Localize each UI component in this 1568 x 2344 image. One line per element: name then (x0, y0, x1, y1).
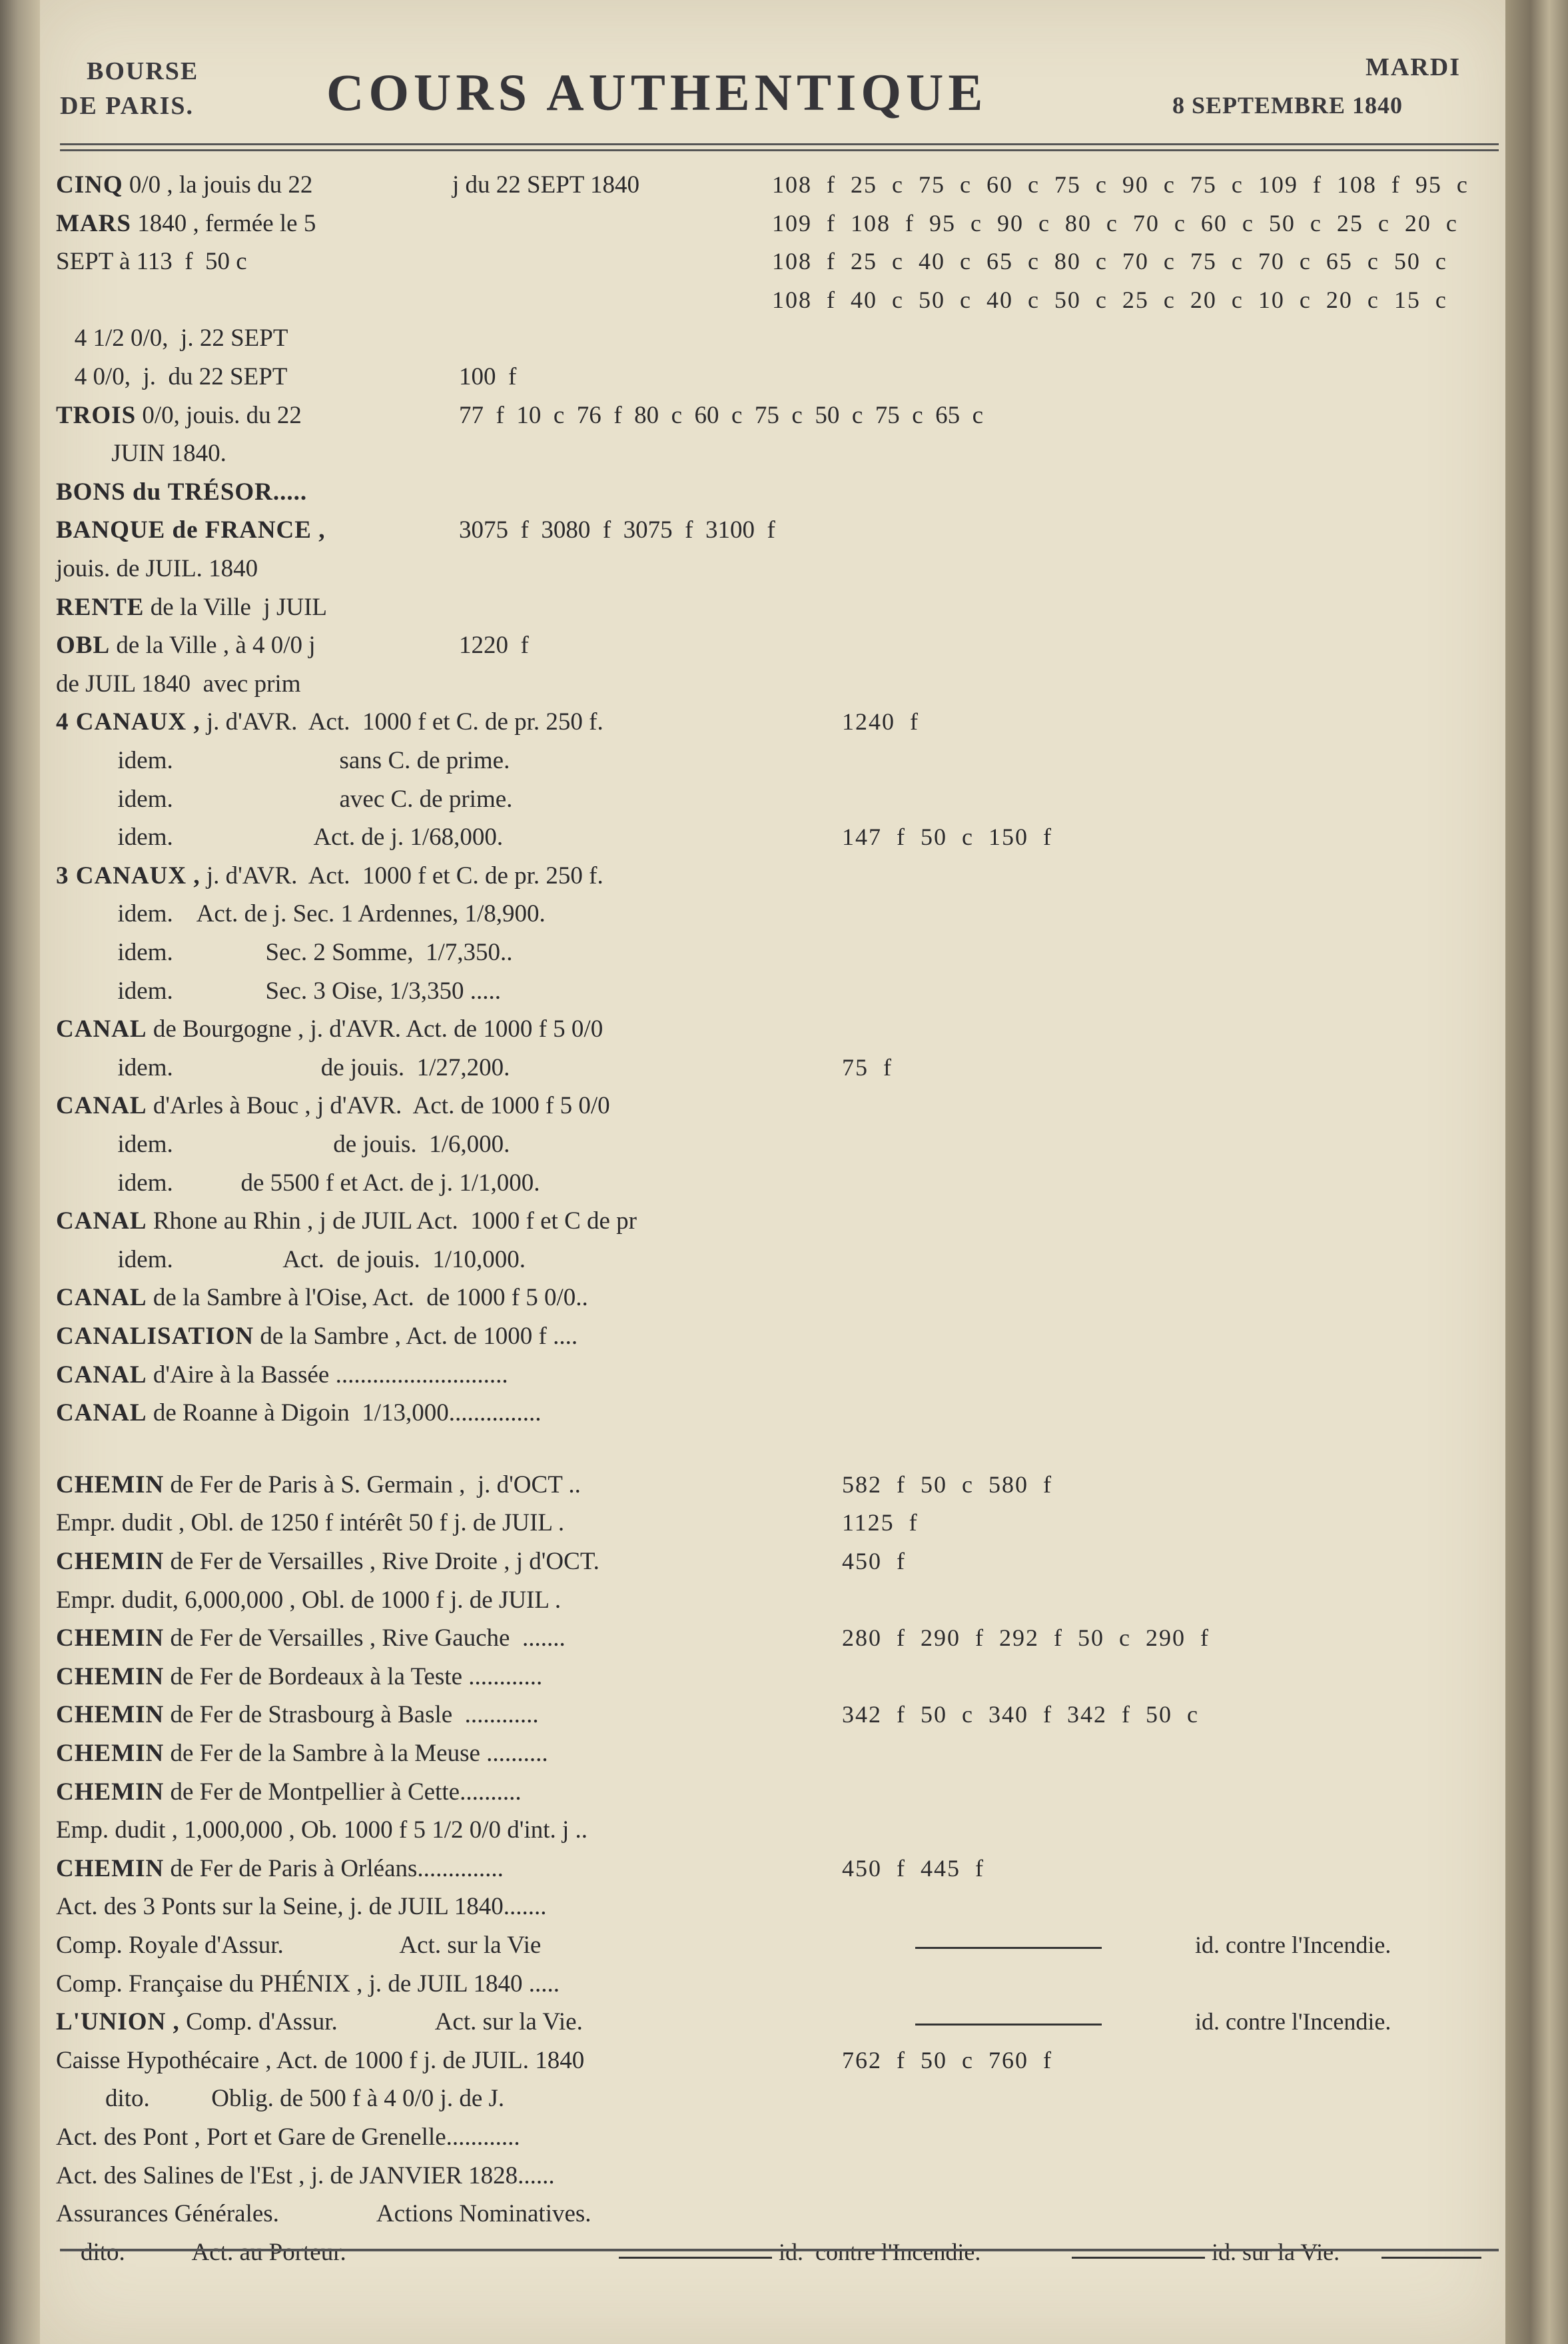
quotation-row (56, 1318, 1495, 1355)
row-quotes: 75 f (842, 1054, 893, 1081)
row-label-text: Act. des Salines de l'Est , j. de JANVIER 1828...... (56, 2162, 555, 2189)
row-label (56, 708, 603, 736)
row-label-bold: BONS du TRÉSOR..... (56, 478, 308, 506)
row-label-text: Assurances Générales. Actions Nominatives. (56, 2200, 591, 2227)
row-label-text: dito. Oblig. de 500 f à 4 0/0 j. de J. (56, 2085, 505, 2112)
row-label (56, 1399, 542, 1427)
quotation-row (56, 1241, 1495, 1279)
row-label (56, 362, 287, 391)
row-quotes: 1240 f (842, 708, 919, 735)
row-label-bold: TROIS (56, 402, 137, 429)
row-label-text: JUIN 1840. (56, 440, 226, 467)
quotation-row (56, 1658, 1495, 1696)
row-label-bold: BANQUE de FRANCE , (56, 516, 326, 544)
row-label (56, 631, 316, 660)
row-label (56, 785, 512, 814)
row-quotes: 450 f (842, 1548, 906, 1574)
row-label-bold: 4 CANAUX , (56, 708, 200, 736)
quotation-row (56, 397, 1495, 434)
row-label-text: Act. des 3 Ponts sur la Seine, j. de JUIL 1840....... (56, 1893, 547, 1920)
quotation-row (56, 1774, 1495, 1811)
row-label (56, 1586, 561, 1614)
row-label (56, 1130, 510, 1159)
row-quotes: 280 f 290 f 292 f 50 c 290 f (842, 1624, 1210, 1651)
blank-line (1072, 2257, 1205, 2259)
row-label (56, 899, 546, 928)
row-label-text: Empr. dudit, 6,000,000 , Obl. de 1000 f j. de JUIL . (56, 1586, 562, 1614)
quotation-row (56, 858, 1495, 895)
row-label (56, 2199, 591, 2228)
row-label-bold: CANAL (56, 1399, 147, 1427)
row-label (56, 823, 503, 852)
row-label (56, 1508, 564, 1537)
quotation-row (56, 666, 1495, 703)
row-label-text: d'Aire à la Bassée ............................ (147, 1361, 508, 1389)
row-right-label: id. contre l'Incendie. (1195, 2008, 1391, 2035)
header-rule (60, 143, 1499, 151)
footer-rule (60, 2249, 1499, 2251)
row-label (56, 977, 501, 1005)
row-label-text: SEPT à 113 f 50 c (56, 248, 247, 275)
row-label-text: jouis. de JUIL. 1840 (56, 555, 258, 582)
quotation-row (56, 2157, 1495, 2195)
row-label (56, 1892, 547, 1921)
quotation-row (56, 1696, 1495, 1734)
quotation-row (56, 1395, 1495, 1432)
row-label-text: Comp. Royale d'Assur. Act. sur la Vie (56, 1932, 542, 1959)
row-middle-value: 1220 f (459, 632, 529, 659)
row-label-bold: CANAL (56, 1361, 147, 1389)
row-quotes: 108 f 25 c 40 c 65 c 80 c 70 c 75 c 70 c 65 c 50 c (772, 248, 1447, 275)
row-label (56, 171, 312, 199)
row-label-text: 0/0 , la jouis du 22 (123, 171, 313, 199)
row-label-text: d'Arles à Bouc , j d'AVR. Act. de 1000 f 5 0/0 (147, 1092, 610, 1119)
quotation-row (56, 205, 1495, 243)
row-label (56, 1739, 548, 1768)
row-label (56, 2238, 346, 2267)
row-label-bold: L'UNION , (56, 2008, 180, 2036)
row-label-bold: CANAL (56, 1284, 147, 1311)
row-quotes: 1125 f (842, 1509, 919, 1536)
quotation-row (56, 1011, 1495, 1048)
row-label-text: Empr. dudit , Obl. de 1250 f intérêt 50 f j. de JUIL . (56, 1509, 565, 1536)
footer-label-life: id. sur la Vie. (1212, 2239, 1340, 2265)
row-label-bold: CANAL (56, 1015, 147, 1043)
row-quotes: 342 f 50 c 340 f 342 f 50 c (842, 1701, 1199, 1728)
row-label-text: idem. Sec. 2 Somme, 1/7,350.. (56, 939, 513, 966)
row-label-text: de Fer de Versailles , Rive Gauche ....... (164, 1624, 566, 1652)
blank-line (915, 1947, 1102, 1949)
row-label-bold: CHEMIN (56, 1778, 165, 1806)
quotation-row (56, 2234, 1495, 2271)
newspaper-page (40, 0, 1505, 2344)
page-title: COURS AUTHENTIQUE (326, 63, 988, 121)
row-label (56, 1854, 504, 1883)
row-label (56, 1283, 588, 1312)
quotation-row (56, 1087, 1495, 1125)
quotation-row (56, 627, 1495, 664)
row-label-text: idem. Act. de j. Sec. 1 Ardennes, 1/8,900. (56, 900, 546, 927)
row-label-text: de JUIL 1840 avec prim (56, 670, 301, 698)
quotation-row (56, 973, 1495, 1010)
quotation-row (56, 320, 1495, 357)
row-label (56, 1778, 522, 1806)
row-label-bold: CHEMIN (56, 1548, 165, 1575)
quotation-row (56, 1966, 1495, 2003)
row-label-bold: CHEMIN (56, 1855, 165, 1882)
row-label-text: dito. Act. au Porteur. (56, 2239, 346, 2266)
row-quotes: 762 f 50 c 760 f (842, 2047, 1052, 2073)
row-label (56, 1053, 510, 1082)
header-left-line1: BOURSE (87, 57, 199, 85)
row-label-bold: CHEMIN (56, 1624, 165, 1652)
row-label-bold: CANALISATION (56, 1323, 254, 1350)
row-label (56, 2046, 584, 2075)
row-label (56, 1361, 508, 1389)
row-middle-value: 77 f 10 c 76 f 80 c 60 c 75 c 50 c 75 c 65 c (459, 402, 984, 429)
quotation-row (56, 1049, 1495, 1087)
row-label-bold: MARS (56, 210, 131, 237)
row-label (56, 554, 258, 583)
row-label-bold: CHEMIN (56, 1471, 165, 1498)
row-label (56, 670, 301, 698)
row-label (56, 938, 513, 967)
row-quotes: 450 f 445 f (842, 1855, 984, 1882)
row-label-text: Rhone au Rhin , j de JUIL Act. 1000 f et C de pr (147, 1207, 637, 1235)
row-label-text: j. d'AVR. Act. 1000 f et C. de pr. 250 f. (200, 862, 603, 889)
row-label-bold: CANAL (56, 1092, 147, 1119)
row-label (56, 1470, 581, 1499)
row-label (56, 1245, 526, 1274)
row-label (56, 401, 302, 430)
row-label (56, 1970, 560, 1998)
quotation-row (56, 2042, 1495, 2079)
quotation-row (56, 1812, 1495, 1849)
row-middle-value: 3075 f 3080 f 3075 f 3100 f (459, 516, 775, 544)
row-label-text: de la Sambre , Act. de 1000 f .... (254, 1323, 578, 1350)
quotation-row (56, 435, 1495, 472)
quotation-row (56, 1620, 1495, 1657)
quotation-row (56, 1735, 1495, 1772)
header-date: 8 SEPTEMBRE 1840 (1172, 92, 1403, 119)
row-label (56, 1207, 637, 1235)
quotation-row (56, 1582, 1495, 1619)
row-label (56, 1015, 603, 1043)
quotation-row (56, 1357, 1495, 1394)
row-label (56, 439, 226, 468)
quotation-row (56, 781, 1495, 818)
row-quotes: 108 f 25 c 75 c 60 c 75 c 90 c 75 c 109 f 108 f 95 c (772, 171, 1469, 198)
blank-line (619, 2257, 772, 2259)
row-label-text: de Bourgogne , j. d'AVR. Act. de 1000 f 5 0/0 (147, 1015, 603, 1043)
quotation-row (56, 742, 1495, 780)
row-label-text: de Fer de Versailles , Rive Droite , j d'OCT. (164, 1548, 599, 1575)
row-label (56, 478, 307, 506)
row-label-bold: CHEMIN (56, 1701, 165, 1728)
quotation-row (56, 512, 1495, 549)
row-quotes: 108 f 40 c 50 c 40 c 50 c 25 c 20 c 10 c 20 c 15 c (772, 287, 1447, 313)
row-label-bold: 3 CANAUX , (56, 862, 200, 889)
row-label-text: Comp. Française du PHÉNIX , j. de JUIL 1840 ..... (56, 1970, 560, 1998)
row-label-text: idem. sans C. de prime. (56, 747, 510, 774)
row-label-text: idem. de 5500 f et Act. de j. 1/1,000. (56, 1169, 540, 1197)
row-label-text: j. d'AVR. Act. 1000 f et C. de pr. 250 f. (200, 708, 603, 736)
row-label-text: de Fer de Bordeaux à la Teste ............ (164, 1663, 543, 1690)
quotation-row (56, 704, 1495, 741)
row-label-bold: CANAL (56, 1207, 147, 1235)
row-label (56, 1547, 599, 1576)
row-label-text: Comp. d'Assur. Act. sur la Vie. (179, 2008, 583, 2036)
row-label-text: 4 0/0, j. du 22 SEPT (56, 363, 288, 390)
row-middle-value: 100 f (459, 363, 517, 390)
row-middle-value: j du 22 SEPT 1840 (452, 171, 639, 199)
row-label-text: de Fer de Paris à S. Germain , j. d'OCT .. (164, 1471, 581, 1498)
row-label (56, 593, 327, 622)
row-label-bold: OBL (56, 632, 111, 659)
quotation-row (56, 2195, 1495, 2233)
row-label-text: idem. de jouis. 1/27,200. (56, 1054, 510, 1081)
quotation-row (56, 474, 1495, 511)
row-label-bold: CINQ (56, 171, 123, 199)
row-label (56, 247, 247, 276)
row-label-bold: RENTE (56, 594, 145, 621)
row-label (56, 209, 316, 238)
row-label (56, 2161, 555, 2190)
quotation-row (56, 282, 1495, 319)
quotation-row (56, 167, 1495, 204)
row-label (56, 1700, 539, 1729)
quotation-row (56, 1543, 1495, 1580)
quotation-row (56, 1279, 1495, 1317)
header-left-line2: DE PARIS. (60, 92, 194, 120)
row-label (56, 746, 510, 775)
row-label-text: de Fer de Strasbourg à Basle ............ (164, 1701, 539, 1728)
row-label-text: Caisse Hypothécaire , Act. de 1000 f j. de JUIL. 1840 (56, 2047, 585, 2074)
header-day: MARDI (1366, 53, 1461, 81)
blank-line (915, 2024, 1102, 2026)
quotation-row (56, 358, 1495, 396)
row-right-label: id. contre l'Incendie. (1195, 1932, 1391, 1958)
row-label-text: idem. avec C. de prime. (56, 786, 513, 813)
row-label-text: 0/0, jouis. du 22 (136, 402, 302, 429)
quotation-row (56, 1126, 1495, 1163)
quotation-row (56, 2119, 1495, 2156)
row-label (56, 1816, 588, 1844)
row-quotes: 147 f 50 c 150 f (842, 824, 1052, 850)
row-label-text: Emp. dudit , 1,000,000 , Ob. 1000 f 5 1/2 0/0 d'int. j .. (56, 1816, 588, 1844)
row-label-text: de la Ville j JUIL (144, 594, 328, 621)
row-label-bold: CHEMIN (56, 1740, 165, 1767)
row-quotes: 582 f 50 c 580 f (842, 1471, 1052, 1498)
row-label (56, 1624, 566, 1652)
row-label (56, 1091, 610, 1120)
row-label-text: de Fer de la Sambre à la Meuse .......... (164, 1740, 548, 1767)
row-label-text: Act. des Pont , Port et Gare de Grenelle............ (56, 2123, 520, 2151)
row-label (56, 2123, 520, 2151)
row-label-text: de Roanne à Digoin 1/13,000............... (147, 1399, 542, 1427)
quotation-row (56, 1165, 1495, 1202)
book-binding-left (0, 0, 40, 2344)
blank-line (1381, 2257, 1481, 2259)
row-label-text: de Fer de Montpellier à Cette.......... (164, 1778, 522, 1806)
quotation-row (56, 589, 1495, 626)
row-label-text: idem. Act. de j. 1/68,000. (56, 824, 504, 851)
row-label (56, 516, 325, 544)
row-label-text: idem. Sec. 3 Oise, 1/3,350 ..... (56, 977, 502, 1005)
row-label-bold: CHEMIN (56, 1663, 165, 1690)
row-label (56, 324, 288, 352)
quotation-row (56, 819, 1495, 856)
row-label-text: idem. de jouis. 1/6,000. (56, 1131, 510, 1158)
row-label-text: 4 1/2 0/0, j. 22 SEPT (56, 324, 288, 352)
row-label (56, 1931, 541, 1960)
row-label (56, 1662, 542, 1691)
quotation-row (56, 1203, 1495, 1240)
quotation-row (56, 243, 1495, 281)
book-binding-right (1505, 0, 1568, 2344)
row-quotes: 109 f 108 f 95 c 90 c 80 c 70 c 60 c 50 c 25 c 20 c (772, 210, 1458, 237)
row-label (56, 2084, 504, 2113)
row-label-text: de la Ville , à 4 0/0 j (110, 632, 316, 659)
row-label (56, 862, 603, 890)
row-label (56, 2008, 583, 2036)
quotation-row (56, 550, 1495, 588)
quotation-row (56, 1504, 1495, 1542)
quotation-row (56, 1927, 1495, 1964)
quotation-row (56, 2004, 1495, 2041)
row-label-text: idem. Act. de jouis. 1/10,000. (56, 1246, 526, 1273)
row-label-text: 1840 , fermée le 5 (131, 210, 316, 237)
footer-label-fire: id. contre l'Incendie. (779, 2239, 981, 2265)
quotation-row (56, 934, 1495, 971)
quotation-row (56, 1850, 1495, 1888)
quotation-row (56, 895, 1495, 933)
row-label (56, 1169, 540, 1197)
quotation-row (56, 1466, 1495, 1504)
quotation-row (56, 2080, 1495, 2117)
row-label-text: de Fer de Paris à Orléans.............. (164, 1855, 504, 1882)
quotation-row (56, 1888, 1495, 1926)
row-label (56, 1322, 578, 1351)
row-label-text: de la Sambre à l'Oise, Act. de 1000 f 5 0/0.. (147, 1284, 588, 1311)
